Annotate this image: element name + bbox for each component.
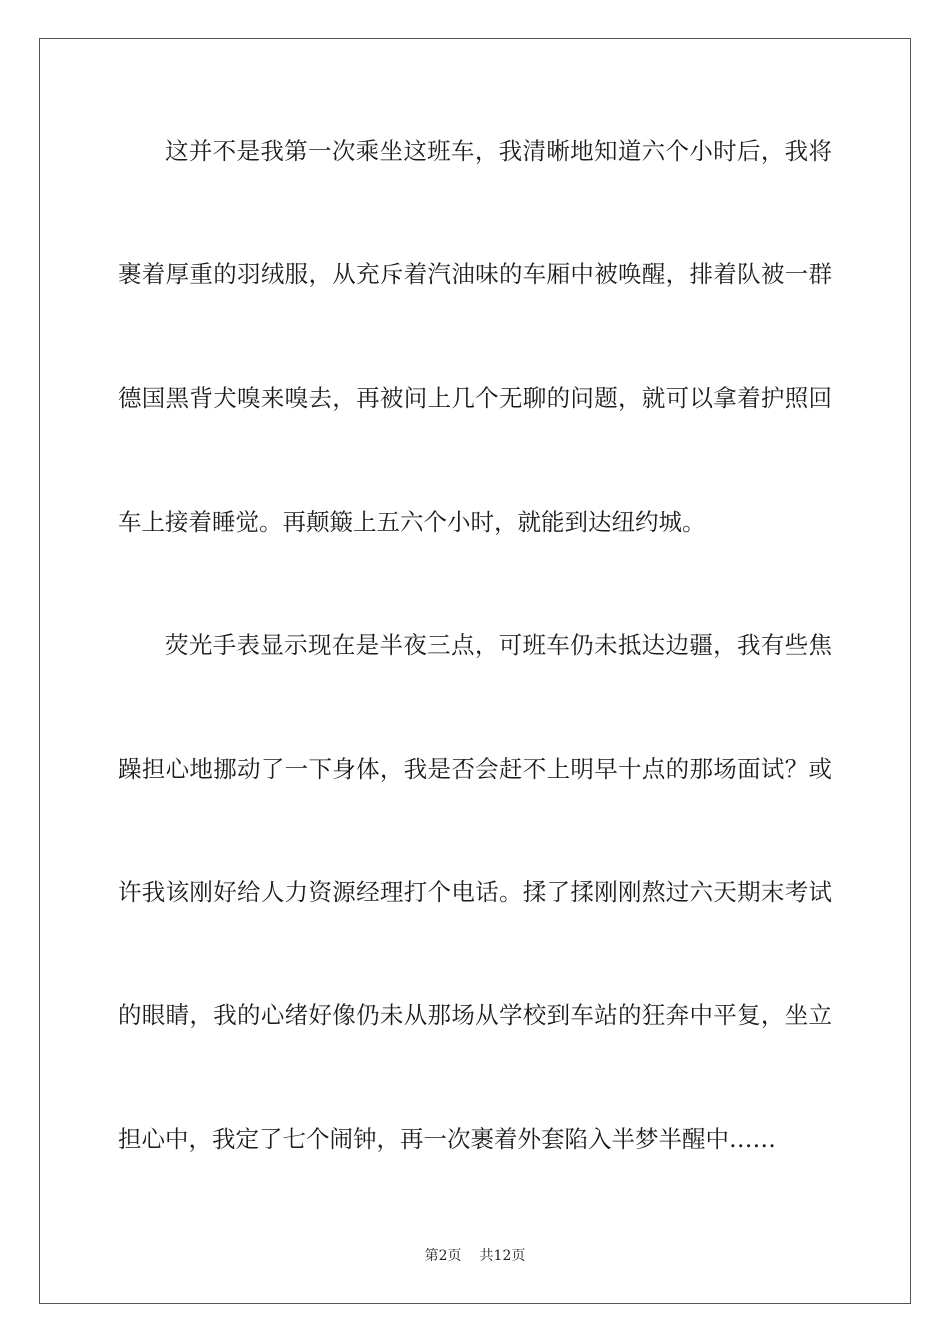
paragraph-2-line-2: 躁担心地挪动了一下身体，我是否会赶不上明早十点的那场面试？或 — [118, 755, 832, 783]
page-border — [39, 38, 911, 1304]
page-total: 共12页 — [479, 1248, 526, 1264]
paragraph-1-line-4: 车上接着睡觉。再颠簸上五六个小时，就能到达纽约城。 — [118, 508, 706, 536]
paragraph-2-line-3: 许我该刚好给人力资源经理打个电话。揉了揉刚刚熬过六天期末考试 — [118, 878, 832, 906]
paragraph-2-line-5: 担心中，我定了七个闹钟，再一次裹着外套陷入半梦半醒中…… — [118, 1125, 776, 1153]
page-number: 第2页 — [424, 1248, 462, 1264]
paragraph-2-line-1: 荧光手表显示现在是半夜三点，可班车仍未抵达边疆，我有些焦 — [165, 631, 832, 659]
paragraph-2-line-4: 的眼睛，我的心绪好像仍未从那场从学校到车站的狂奔中平复，坐立 — [118, 1001, 832, 1029]
paragraph-1-line-1: 这并不是我第一次乘坐这班车，我清晰地知道六个小时后，我将 — [165, 137, 832, 165]
paragraph-1-line-3: 德国黑背犬嗅来嗅去，再被问上几个无聊的问题，就可以拿着护照回 — [118, 384, 832, 412]
page-footer — [0, 1247, 950, 1265]
paragraph-1-line-2: 裹着厚重的羽绒服，从充斥着汽油味的车厢中被唤醒，排着队被一群 — [118, 260, 832, 288]
